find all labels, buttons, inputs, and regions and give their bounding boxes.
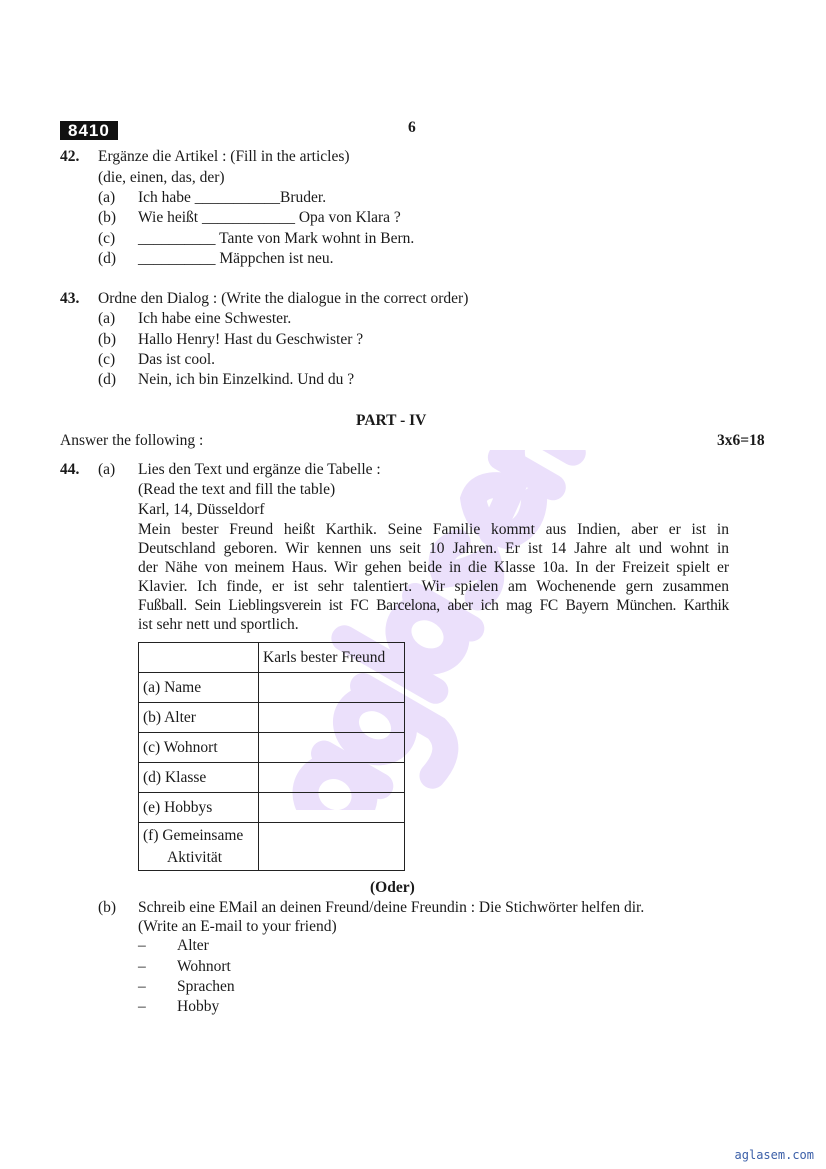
- part-title: PART - IV: [356, 412, 427, 429]
- item-label: (d): [98, 371, 117, 388]
- marks: 3x6=18: [717, 432, 765, 449]
- answer-cell[interactable]: [259, 763, 405, 793]
- dash: –: [138, 937, 146, 954]
- table-row: [139, 673, 405, 703]
- question-title: Ergänze die Artikel : (Fill in the articles): [98, 148, 350, 165]
- question-title: Lies den Text und ergänze die Tabelle :: [138, 461, 381, 478]
- item-text: __________ Tante von Mark wohnt in Bern.: [138, 230, 415, 247]
- row-label: (d) Klasse: [139, 763, 259, 793]
- instruction: Answer the following :: [60, 432, 204, 449]
- or-label: (Oder): [370, 879, 415, 896]
- question-number: 42.: [60, 148, 80, 165]
- bullet-item: Sprachen: [177, 978, 235, 995]
- question-title: Ordne den Dialog : (Write the dialogue in the correct order): [98, 290, 469, 307]
- row-label: (e) Hobbys: [139, 793, 259, 823]
- table-row: [139, 763, 405, 793]
- answer-cell[interactable]: [259, 673, 405, 703]
- item-label: (a): [98, 310, 116, 327]
- item-text: Nein, ich bin Einzelkind. Und du ?: [138, 371, 355, 388]
- text-heading: Karl, 14, Düsseldorf: [138, 501, 265, 518]
- row-label-continued: Aktivität: [167, 848, 223, 866]
- row-label: (b) Alter: [139, 703, 259, 733]
- answer-cell[interactable]: [259, 793, 405, 823]
- row-label: (c) Wohnort: [139, 733, 259, 763]
- item-label: (b): [98, 331, 117, 348]
- item-text: __________ Mäppchen ist neu.: [138, 250, 334, 267]
- item-label: (b): [98, 899, 117, 916]
- bullet-item: Hobby: [177, 998, 220, 1015]
- footer-link[interactable]: aglasem.com: [734, 1148, 814, 1162]
- answer-cell[interactable]: [259, 703, 405, 733]
- fill-table: [138, 642, 405, 871]
- table-row: [139, 823, 405, 871]
- table-header: Karls bester Freund: [259, 643, 405, 673]
- dash: –: [138, 978, 146, 995]
- bullet-item: Wohnort: [177, 958, 231, 975]
- answer-cell[interactable]: [259, 823, 405, 871]
- options: (die, einen, das, der): [98, 169, 225, 186]
- text-line: Deutschland geboren. Wir kennen uns seit 10 Jahren. Er ist 14 Jahre alt und wohnt in: [138, 540, 729, 557]
- item-label: (d): [98, 250, 117, 267]
- item-label: (a): [98, 189, 116, 206]
- item-label: (a): [98, 461, 116, 478]
- page-number: 6: [408, 119, 416, 136]
- text-line: Fußball. Sein Lieblingsverein ist FC Barcelona, aber ich mag FC Bayern München. Karthik: [138, 597, 729, 614]
- question-number: 43.: [60, 290, 80, 307]
- question-subtitle: (Read the text and fill the table): [138, 481, 336, 498]
- paper-code: 8410: [60, 121, 118, 140]
- item-label: (c): [98, 351, 116, 368]
- item-text: Hallo Henry! Hast du Geschwister ?: [138, 331, 364, 348]
- question-number: 44.: [60, 461, 80, 478]
- item-text: Wie heißt ____________ Opa von Klara ?: [138, 209, 401, 226]
- item-label: (b): [98, 209, 117, 226]
- table-row: [139, 793, 405, 823]
- item-text: Ich habe ___________Bruder.: [138, 189, 327, 206]
- bullet-item: Alter: [177, 937, 209, 954]
- dash: –: [138, 958, 146, 975]
- text-line: ist sehr nett und sportlich.: [138, 616, 299, 633]
- table-row: [139, 733, 405, 763]
- dash: –: [138, 998, 146, 1015]
- text-line: Klavier. Ich finde, er ist sehr talentiert. Wir spielen am Wochenende gern zusammen: [138, 578, 729, 595]
- item-text: Ich habe eine Schwester.: [138, 310, 292, 327]
- text-line: der Nähe von meinem Haus. Wir gehen beide in die Klasse 10a. In der Freizeit spielt er: [138, 559, 729, 576]
- answer-cell[interactable]: [259, 733, 405, 763]
- row-label: (a) Name: [139, 673, 259, 703]
- item-text: Das ist cool.: [138, 351, 216, 368]
- table-row: [139, 703, 405, 733]
- item-label: (c): [98, 230, 116, 247]
- question-title: Schreib eine EMail an deinen Freund/deine Freundin : Die Stichwörter helfen dir.: [138, 899, 645, 916]
- question-subtitle: (Write an E-mail to your friend): [138, 918, 337, 935]
- text-line: Mein bester Freund heißt Karthik. Seine Familie kommt aus Indien, aber er ist in: [138, 521, 729, 538]
- row-label: (f) Gemeinsame: [143, 826, 244, 844]
